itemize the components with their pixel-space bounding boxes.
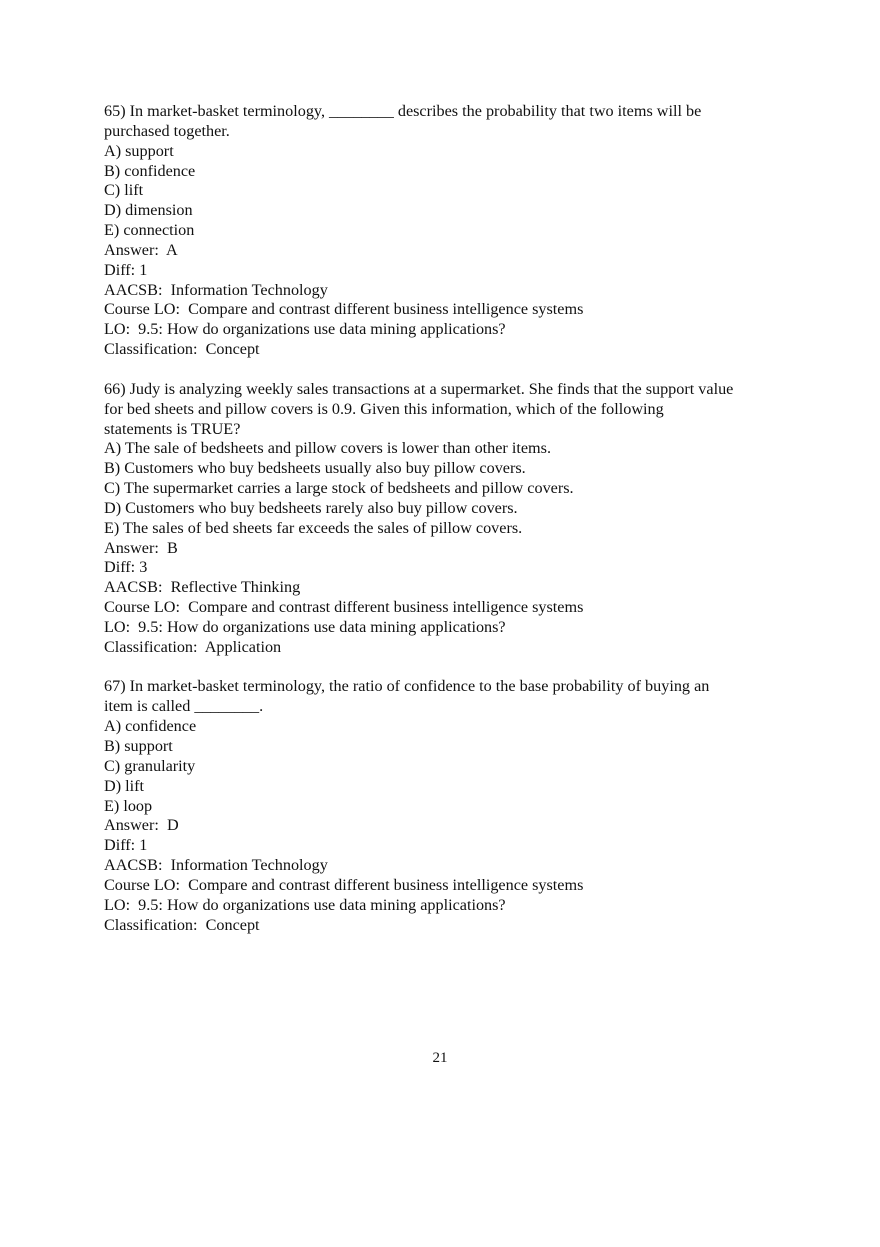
answer-option-a: A) support: [104, 141, 174, 160]
answer-option-a: A) The sale of bedsheets and pillow covers is lower than other items.: [104, 439, 551, 458]
course-lo: Course LO: Compare and contrast different business intelligence systems: [104, 875, 584, 894]
question-stem-line: item is called ________.: [104, 697, 264, 716]
answer-option-e: E) The sales of bed sheets far exceeds the sales of pillow covers.: [104, 518, 523, 537]
aacsb-tag: AACSB: Information Technology: [104, 280, 328, 299]
answer-option-d: D) Customers who buy bedsheets rarely also buy pillow covers.: [104, 498, 518, 517]
correct-answer: Answer: A: [104, 240, 178, 259]
question-67: [104, 677, 794, 935]
question-stem-line: for bed sheets and pillow covers is 0.9. Given this information, which of the following: [104, 399, 664, 418]
difficulty: Diff: 1: [104, 260, 148, 279]
answer-option-a: A) confidence: [104, 717, 197, 736]
aacsb-tag: AACSB: Reflective Thinking: [104, 578, 301, 597]
classification: Classification: Concept: [104, 915, 260, 934]
answer-option-e: E) connection: [104, 221, 195, 240]
question-65: [104, 102, 794, 360]
difficulty: Diff: 1: [104, 836, 148, 855]
answer-option-c: C) lift: [104, 181, 144, 200]
question-stem-line: 67) In market-basket terminology, the ratio of confidence to the base probability of buying an: [104, 677, 710, 696]
learning-objective: LO: 9.5: How do organizations use data mining applications?: [104, 320, 506, 339]
answer-option-c: C) granularity: [104, 756, 196, 775]
question-stem-line: 65) In market-basket terminology, ________ describes the probability that two items will be: [104, 102, 702, 120]
correct-answer: Answer: B: [104, 538, 178, 557]
question-stem-line: statements is TRUE?: [104, 419, 241, 438]
answer-option-b: B) support: [104, 737, 173, 755]
question-stem-line: purchased together.: [104, 121, 230, 140]
learning-objective: LO: 9.5: How do organizations use data mining applications?: [104, 895, 506, 914]
answer-option-b: B) confidence: [104, 161, 196, 180]
answer-option-b: B) Customers who buy bedsheets usually also buy pillow covers.: [104, 459, 526, 478]
difficulty: Diff: 3: [104, 558, 148, 577]
page-content: [104, 102, 794, 955]
classification: Classification: Application: [104, 637, 282, 656]
answer-option-d: D) dimension: [104, 201, 193, 220]
aacsb-tag: AACSB: Information Technology: [104, 856, 328, 875]
course-lo: Course LO: Compare and contrast different business intelligence systems: [104, 598, 584, 617]
question-stem-line: 66) Judy is analyzing weekly sales transactions at a supermarket. She finds that the support value: [104, 379, 734, 398]
answer-option-d: D) lift: [104, 776, 145, 795]
correct-answer: Answer: D: [104, 816, 179, 835]
page-number: 21: [432, 1050, 448, 1066]
learning-objective: LO: 9.5: How do organizations use data mining applications?: [104, 617, 506, 636]
question-66: [104, 380, 794, 658]
course-lo: Course LO: Compare and contrast different business intelligence systems: [104, 300, 584, 319]
answer-option-c: C) The supermarket carries a large stock of bedsheets and pillow covers.: [104, 479, 574, 498]
classification: Classification: Concept: [104, 340, 260, 359]
answer-option-e: E) loop: [104, 796, 153, 815]
